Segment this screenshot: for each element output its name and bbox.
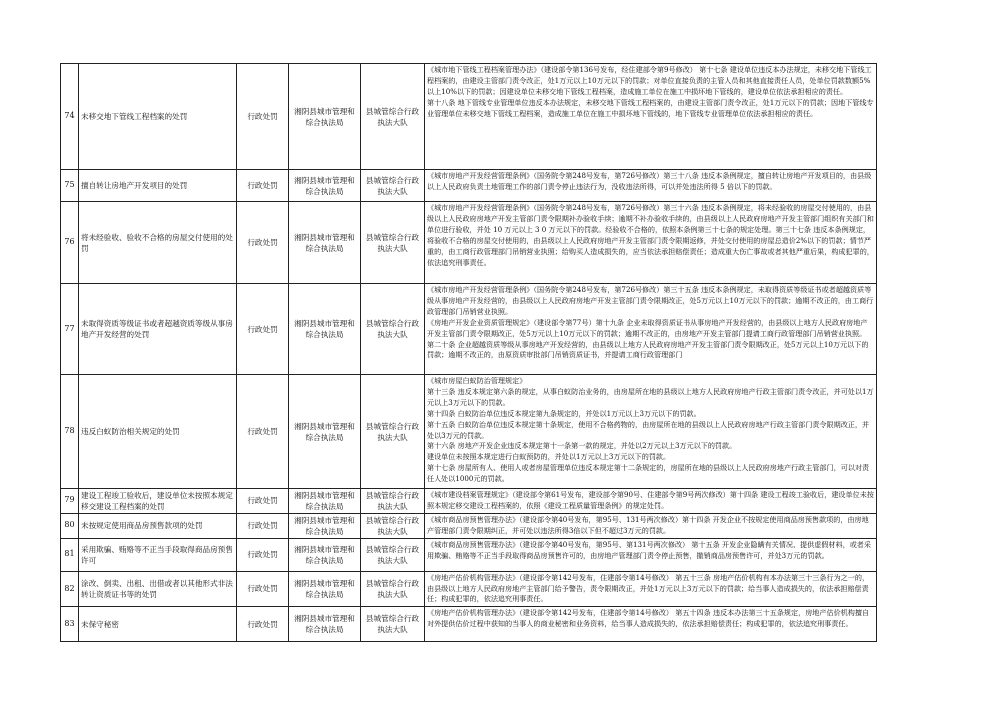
table-row (61, 489, 877, 514)
row-number: 74 (61, 64, 79, 170)
item-type: 行政处罚 (237, 202, 289, 284)
table-body (61, 64, 877, 642)
implementing-department: 湘阴县城市管理和综合执法局 (289, 170, 361, 202)
row-number: 78 (61, 375, 79, 489)
basis-paragraph: 《房地产开发企业资质管理规定》（建设部令第77号）第十九条 企业未取得资质证书从事房地产开发经营的，由县级以上地方人民政府房地产开发主管部门责令限期改正，处5万元以上10万元以下的罚款；逾期不改正的，由房地产开发主管部门提请工商行政管理部门吊销营业执照。 (427, 317, 868, 338)
table-row (61, 375, 877, 489)
item-name: 将未经验收、验收不合格的房屋交付使用的处罚 (79, 202, 237, 284)
item-name: 建设工程竣工验收后，建设单位未按照本规定移交建设工程档案的处罚 (79, 489, 237, 514)
basis-paragraph: 《城市房地产开发经营管理条例》（国务院令第248号发布，第726号修改）第三十六条 违反本条例规定，将未经验收的房屋交付使用的，由县级以上人民政府房地产开发主管部门责令限期补办验收手续；逾期不补办验收手续的，由县级以上人民政府房地产开发主管部门组织有关部门和单位进行验收，并处 10 万元以上 3 0 万元以下的罚款。经验收不合格的，依照本条例第三十七条的规定处理。第三十七条 违反本条例规定，将验收不合格的房屋交付使用的，由县级以上人民政府房地产开发主管部门责令限期返修，并处交付使用的房屋总造价2%以下的罚款；情节严重的，由工商行政管理部门吊销营业执照；给购买人造成损失的，应当依法承担赔偿责任；造成重大伤亡事故或者其他严重后果，构成犯罪的，依法追究刑事责任。 (427, 203, 874, 267)
legal-basis (425, 284, 877, 375)
legal-basis (425, 170, 877, 202)
basis-paragraph: 建设单位未按照本规定进行白蚁预防的，并处以1万元以上3万元以下的罚款。 (427, 452, 671, 462)
implementing-department: 湘阴县城市管理和综合执法局 (289, 489, 361, 514)
implementing-department: 湘阴县城市管理和综合执法局 (289, 64, 361, 170)
item-type: 行政处罚 (237, 538, 289, 571)
item-type: 行政处罚 (237, 513, 289, 538)
basis-paragraph: 第二十条 企业超越资质等级从事房地产开发经营的，由县级以上地方人民政府房地产开发主管部门责令限期改正，处5万元以上10万元以下的罚款；逾期不改正的，由原资质审批部门吊销资质证书，并提请工商行政管理部门 (427, 339, 869, 360)
basis-paragraph: 《房地产估价机构管理办法》（建设部令第142号发布，住建部令第14号修改） 第五十三条 房地产估价机构有本办法第三十三条行为之一的，由县级以上地方人民政府房地产主管部门给予警告，责令限期改正，并处1万元以上3万元以下的罚款；给当事人造成损失的，依法承担赔偿责任；构成犯罪的，依法追究刑事责任。 (427, 572, 870, 604)
basis-paragraph: 《城市房地产开发经营管理条例》（国务院令第248号发布，第726号修改）第三十八条 违反本条例规定，擅自转让房地产开发项目的，由县级以上人民政府负责土地管理工作的部门责令停止违法行为，没收违法所得，可以并处违法所得 5 倍以下的罚款。 (427, 171, 872, 191)
legal-basis (425, 202, 877, 284)
row-number: 76 (61, 202, 79, 284)
basis-paragraph: 《城市建设档案管理规定》（建设部令第61号发布，建设部令第90号、住建部令第9号两次修改）第十四条 建设工程竣工验收后，建设单位未按照本规定移交建设工程档案的，依照《建设工程质量管理条例》的规定处罚。 (427, 490, 874, 510)
item-name: 采用欺骗、贿赂等不正当手段取得商品房预售许可 (79, 538, 237, 571)
basis-paragraph: 《城市地下管线工程档案管理办法》（建设部令第136号发布，经住建部令第9号修改） 第十七条 建设单位违反本办法规定，未移交地下管线工程档案的，由建设主管部门责令改正，处1万元以上10万元以下的罚款；对单位直接负责的主管人员和其他直接责任人员，处单位罚款数额5%以上10%以下的罚款；因建设单位未移交地下管线工程档案，造成施工单位在施工中损坏地下管线的，建设单位依法承担相应的责任。 (427, 65, 872, 96)
table-row (61, 538, 877, 571)
executing-unit: 县城管综合行政执法大队 (361, 170, 425, 202)
row-number: 82 (61, 571, 79, 607)
table-row (61, 571, 877, 607)
basis-paragraph: 第十七条 房屋所有人、使用人或者房屋管理单位违反本规定第十二条规定的，房屋所在地的县级以上人民政府房地产行政主管部门，可以对责任人处以1000元的罚款。 (427, 463, 870, 484)
executing-unit: 县城管综合行政执法大队 (361, 64, 425, 170)
legal-basis (425, 513, 877, 538)
implementing-department: 湘阴县城市管理和综合执法局 (289, 375, 361, 489)
item-name: 擅自转让房地产开发项目的处罚 (79, 170, 237, 202)
item-type: 行政处罚 (237, 489, 289, 514)
table-row (61, 513, 877, 538)
legal-basis (425, 607, 877, 642)
basis-paragraph: 第十六条 房地产开发企业违反本规定第十一条第一款的规定，并处以2万元以上3万元以下的罚款。 (427, 441, 737, 451)
basis-paragraph: 第十八条 地下管线专业管理单位违反本办法规定，未移交地下管线工程档案的，由建设主管部门责令改正，处1万元以下的罚款；因地下管线专业管理单位未移交地下管线工程档案，造成施工单位在施工中损坏地下管线的，地下管线专业管理单位依法承担相应的责任。 (427, 97, 874, 118)
implementing-department: 湘阴县城市管理和综合执法局 (289, 571, 361, 607)
executing-unit: 县城管综合行政执法大队 (361, 513, 425, 538)
item-name: 未按规定使用商品房预售款项的处罚 (79, 513, 237, 538)
basis-paragraph: 第十五条 白蚁防治单位违反本规定第十条规定，使用不合格药物的，由房屋所在地的县级以上人民政府房地产行政主管部门责令限期改正，并处以3万元的罚款。 (427, 419, 870, 440)
basis-paragraph: 《城市商品房预售管理办法》（建设部令第40号发布，第95号、第131号两次修改） 第十五条 开发企业隐瞒有关情况、提供虚假材料，或者采用欺骗、贿赂等不正当手段取得商品房预售许可的，由房地产管理部门责令停止预售，撤销商品房预售许可，并处3万元的罚款。 (427, 539, 871, 560)
table-row (61, 607, 877, 642)
executing-unit: 县城管综合行政执法大队 (361, 607, 425, 642)
item-name: 未移交地下管线工程档案的处罚 (79, 64, 237, 170)
executing-unit: 县城管综合行政执法大队 (361, 538, 425, 571)
executing-unit: 县城管综合行政执法大队 (361, 375, 425, 489)
item-name: 违反白蚁防治相关规定的处罚 (79, 375, 237, 489)
penalty-items-table (60, 63, 877, 642)
basis-paragraph: 《房地产估价机构管理办法》（建设部令第142号发布，住建部令第14号修改） 第五十四条 违反本办法第三十五条规定，房地产估价机构擅自对外提供估价过程中获知的当事人的商业秘密和业务资料，给当事人造成损失的，依法承担赔偿责任；构成犯罪的，依法追究刑事责任。 (427, 608, 870, 629)
item-type: 行政处罚 (237, 64, 289, 170)
legal-basis (425, 64, 877, 170)
table-row (61, 170, 877, 202)
row-number: 81 (61, 538, 79, 571)
row-number: 77 (61, 284, 79, 375)
basis-paragraph: 《城市房屋白蚁防治管理规定》 (427, 376, 527, 385)
item-type: 行政处罚 (237, 607, 289, 642)
row-number: 80 (61, 513, 79, 538)
executing-unit: 县城管综合行政执法大队 (361, 489, 425, 514)
table-row (61, 284, 877, 375)
legal-basis (425, 375, 877, 489)
item-name: 涂改、倒卖、出租、出借或者以其他形式非法转让资质证书等的处罚 (79, 571, 237, 607)
executing-unit: 县城管综合行政执法大队 (361, 202, 425, 284)
executing-unit: 县城管综合行政执法大队 (361, 571, 425, 607)
implementing-department: 湘阴县城市管理和综合执法局 (289, 607, 361, 642)
basis-paragraph: 第十三条 违反本规定第六条的规定，从事白蚁防治业务的，由房屋所在地的县级以上地方人民政府房地产行政主管部门责令改正，并可处以1万元以上3万元以下的罚款。 (427, 386, 874, 407)
item-type: 行政处罚 (237, 375, 289, 489)
implementing-department: 湘阴县城市管理和综合执法局 (289, 284, 361, 375)
legal-basis (425, 489, 877, 514)
implementing-department: 湘阴县城市管理和综合执法局 (289, 538, 361, 571)
basis-paragraph: 《城市房地产开发经营管理条例》（国务院令第248号发布，第726号修改）第三十五条 违反本条例规定，未取得资质等级证书或者超越资质等级从事房地产开发经营的，由县级以上人民政府房地产开发主管部门责令限期改正，处5万元以上10万元以下的罚款；逾期不改正的，由工商行政管理部门吊销营业执照。 (427, 285, 874, 316)
table-row (61, 202, 877, 284)
basis-paragraph: 《城市商品房预售管理办法》（建设部令第40号发布，第95号、131号两次修改）第十四条 开发企业不按规定使用商品房预售款项的，由房地产管理部门责令限期纠正，并可处以违法所得3倍以下但不超过3万元的罚款。 (427, 514, 869, 535)
implementing-department: 湘阴县城市管理和综合执法局 (289, 202, 361, 284)
table-row (61, 64, 877, 170)
item-name: 未取得资质等级证书或者超越资质等级从事房地产开发经营的处罚 (79, 284, 237, 375)
basis-paragraph: 第十四条 白蚁防治单位违反本规定第九条规定的，并处以1万元以上3万元以下的罚款。 (427, 408, 701, 418)
row-number: 75 (61, 170, 79, 202)
legal-basis (425, 538, 877, 571)
item-name: 未保守秘密 (79, 607, 237, 642)
item-type: 行政处罚 (237, 284, 289, 375)
row-number: 79 (61, 489, 79, 514)
implementing-department: 湘阴县城市管理和综合执法局 (289, 513, 361, 538)
legal-basis (425, 571, 877, 607)
item-type: 行政处罚 (237, 571, 289, 607)
enforcement-table-sheet (60, 63, 877, 642)
row-number: 83 (61, 607, 79, 642)
executing-unit: 县城管综合行政执法大队 (361, 284, 425, 375)
item-type: 行政处罚 (237, 170, 289, 202)
